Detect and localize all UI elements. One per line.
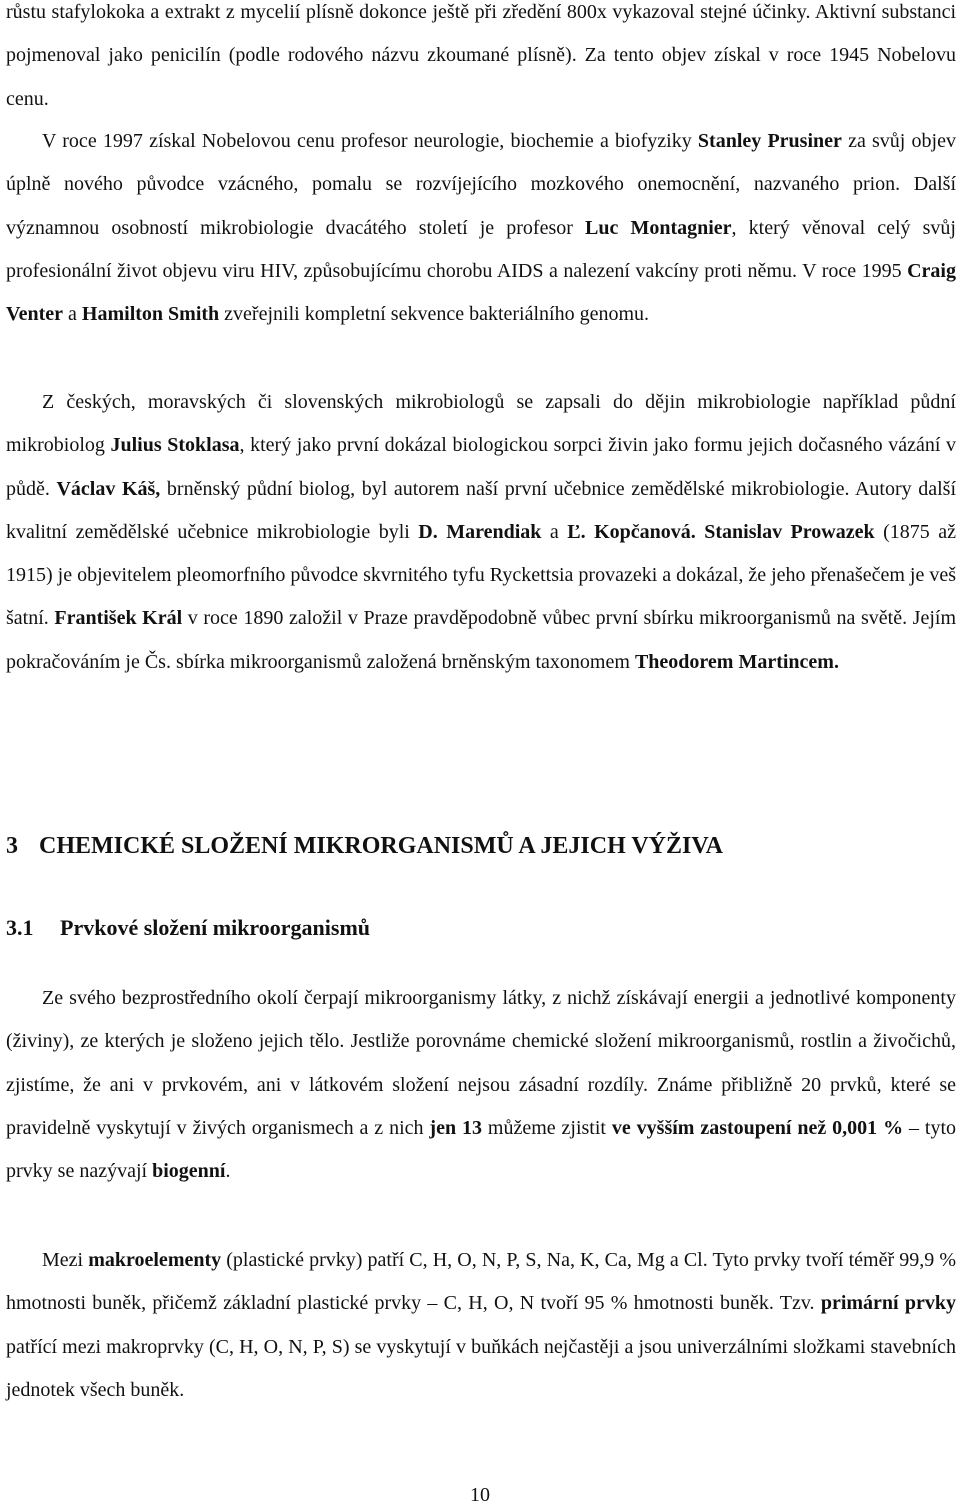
text-run: , který věnoval celý svůj profesionální život objevu viru HIV, způsobujícímu chorobu AIDS a nalezení vakcíny proti němu. V roce 1995: [6, 216, 956, 282]
name-stanley-prusiner: Stanley Prusiner: [697, 130, 842, 152]
name-theodor-martinec: Theodorem Martincem.: [634, 650, 839, 673]
name-hamilton-smith: Hamilton Smith: [81, 303, 220, 326]
name-julius-stoklasa: Julius Stoklasa: [110, 434, 240, 457]
term-makroelementy: makroelementy: [88, 1249, 222, 1271]
emphasis-jen-13: jen 13: [429, 1116, 482, 1139]
text-run: [696, 521, 704, 543]
text-run: v roce 1890 založil v Praze pravděpodobně vůbec první sbírku mikroorganismů na světě. Jejím pokračováním je Čs. sbírka mikroorganismů založená brněnským taxonomem: [6, 607, 956, 673]
emphasis-higher-share: ve vyšším zastoupení než 0,001 %: [611, 1116, 904, 1139]
chapter-title: CHEMICKÉ SLOŽENÍ MIKRORGANISMŮ A JEJICH VÝŽIVA: [39, 833, 723, 859]
name-vaclav-kas: Václav Káš,: [56, 477, 161, 500]
paragraph-elements-intro: [6, 977, 956, 1193]
text-run: (1875 až 1915) je objevitelem pleomorfního původce skvrnitého tyfu Ryckettsia provazeki a dokázal, že jeho přenašečem je veš šatní.: [6, 520, 956, 630]
name-craig-venter: Craig Venter: [6, 259, 956, 326]
name-l-kopcanova: Ľ. Kopčanová.: [567, 520, 696, 543]
text-run: brněnský půdní biolog, byl autorem naší první učebnice zemědělské mikrobiologie. Autory další kvalitní zemědělské učebnice mikrobiologie byli: [6, 477, 956, 543]
term-biogenni: biogenní: [152, 1160, 226, 1183]
text-run: , který jako první dokázal biologickou sorpci živin jako formu jejich dočasného vázání v půdě.: [6, 434, 957, 500]
section-title: Prvkové složení mikroorganismů: [60, 915, 371, 940]
text-run: patřící mezi makroprvky (C, H, O, N, P, S) se vyskytují v buňkách nejčastěji a jsou univerzálními složkami stavebních jednotek všech buněk.: [6, 1335, 956, 1401]
paragraph-penicillin: [6, 0, 956, 121]
paragraph-text: růstu stafylokoka a extrakt z mycelií plísně dokonce ještě při zředění 800x vykazoval stejné účinky. Aktivní substanci pojmenoval jako penicilín (podle rodového názvu zkoumané plísně). Za tento objev získal v roce 1945 Nobelovu cenu.: [6, 1, 956, 110]
paragraph-macroelements: [6, 1239, 956, 1412]
chapter-heading: [6, 826, 723, 866]
term-primarni-prvky: primární prvky: [820, 1292, 956, 1315]
text-run: zveřejnili kompletní sekvence bakteriálního genomu.: [219, 303, 650, 326]
paragraph-nobel-prion: [6, 120, 956, 336]
paragraph-czech-microbiologists: [6, 381, 956, 684]
text-run: za svůj objev úplně nového původce vzácného, pomalu se rozvíjejícího mozkového onemocnění, nazvaného prion. Další významnou osobností mikrobiologie dvacátého století je profesor: [6, 130, 956, 239]
section-number: 3.1: [6, 915, 34, 940]
text-run: a: [541, 520, 568, 543]
name-luc-montagnier: Luc Montagnier: [585, 216, 732, 239]
text-run: – tyto prvky se nazývají: [6, 1116, 956, 1183]
text-run: .: [225, 1160, 231, 1183]
text-run: (plastické prvky) patří C, H, O, N, P, S, Na, K, Ca, Mg a Cl. Tyto prvky tvoří téměř 99,9 % hmotnosti buněk, přičemž základní plastické prvky – C, H, O, N tvoří 95 % hmotnosti buněk. Tzv.: [6, 1249, 956, 1315]
page-number: 10: [470, 1484, 490, 1506]
name-stanislav-prowazek: Stanislav Prowazek: [704, 520, 875, 543]
name-frantisek-kral: František Král: [54, 607, 183, 630]
section-heading: [6, 908, 370, 948]
text-run: Ze svého bezprostředního okolí čerpají mikroorganismy látky, z nichž získávají energii a jednotlivé komponenty (živiny), ze kterých je složeno jejich tělo. Jestliže porovnáme chemické složení mikroorganismů, rostlin a živočichů, zjistíme, že ani v prvkovém, ani v látkovém složení nejsou zásadní rozdíly. Známe přibližně 20 prvků, které se pravidelně vyskytují v živých organismech a z nich: [6, 987, 956, 1139]
text-run: Z českých, moravských či slovenských mikrobiologů se zapsali do dějin mikrobiologie například půdní mikrobiolog: [6, 391, 956, 457]
text-run: V roce 1997 získal Nobelovou cenu profesor neurologie, biochemie a biofyziky: [42, 130, 698, 152]
name-d-marendiak: D. Marendiak: [418, 520, 542, 543]
text-run: můžeme zjistit: [481, 1116, 612, 1139]
chapter-number: 3: [6, 833, 18, 859]
text-run: Mezi: [42, 1249, 89, 1271]
text-run: a: [63, 303, 82, 326]
